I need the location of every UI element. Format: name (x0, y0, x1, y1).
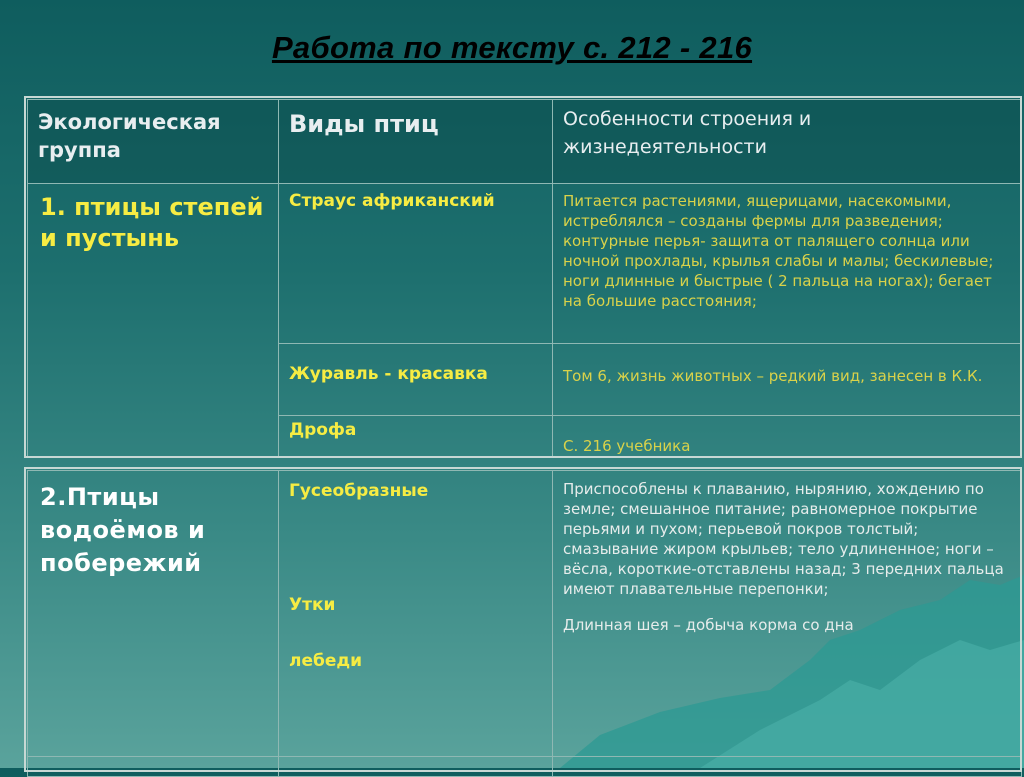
species-cell (279, 184, 553, 344)
features-cell (553, 471, 1022, 757)
table-row (28, 757, 1022, 777)
features-cell (553, 416, 1022, 458)
birds-table-2 (27, 470, 1022, 777)
group-name: 1. птицы степей и пустынь (40, 193, 264, 252)
species-name: лебеди (289, 651, 363, 671)
features-text: Том 6, жизнь животных – редкий вид, занесен в К.К. (563, 367, 983, 385)
species-name: Страус африканский (289, 191, 495, 211)
birds-table-1 (27, 99, 1022, 458)
table-row (28, 471, 1022, 757)
header-species: Виды птиц (279, 100, 553, 184)
features-cell (553, 184, 1022, 344)
features-text: С. 216 учебника (563, 437, 691, 455)
species-name: Гусеобразные (289, 481, 429, 501)
species-cell (279, 416, 553, 458)
species-name: Утки (289, 595, 336, 615)
species-cell (279, 344, 553, 416)
features-text: Питается растениями, ящерицами, насекомыми, истреблялся – созданы фермы для разведения; контурные перья- защита от палящего солнца или ночной прохлады, крылья слабы и малы; бескилевые; ноги длинные и быстрые ( 2 пальца на ногах); бегает на большие расстояния; (563, 192, 994, 310)
group-name: 2.Птицы водоёмов и побережий (40, 483, 206, 577)
page-title: Работа по тексту с. 212 - 216 (271, 30, 753, 65)
header-features: Особенности строения и жизнедеятельности (553, 100, 1022, 184)
table-row (28, 184, 1022, 344)
features-text: Приспособлены к плаванию, нырянию, хождению по земле; смешанное питание; равномерное покрытие перьями и пухом; перьевой покров толстый; смазывание жиром крыльев; тело удлиненное; ноги – вёсла, короткие-отставлены назад; 3 передних пальца имеют плавательные перепонки; (563, 480, 1004, 598)
table-header-row (28, 100, 1022, 184)
species-name: Дрофа (289, 420, 357, 440)
group-cell (28, 184, 279, 458)
header-eco-group: Экологическая группа (28, 100, 279, 184)
features-cell (553, 344, 1022, 416)
species-name: Журавль - красавка (289, 364, 488, 384)
features-extra-text: Длинная шея – добыча корма со дна (563, 616, 854, 634)
species-cell (279, 471, 553, 757)
group-cell (28, 471, 279, 757)
